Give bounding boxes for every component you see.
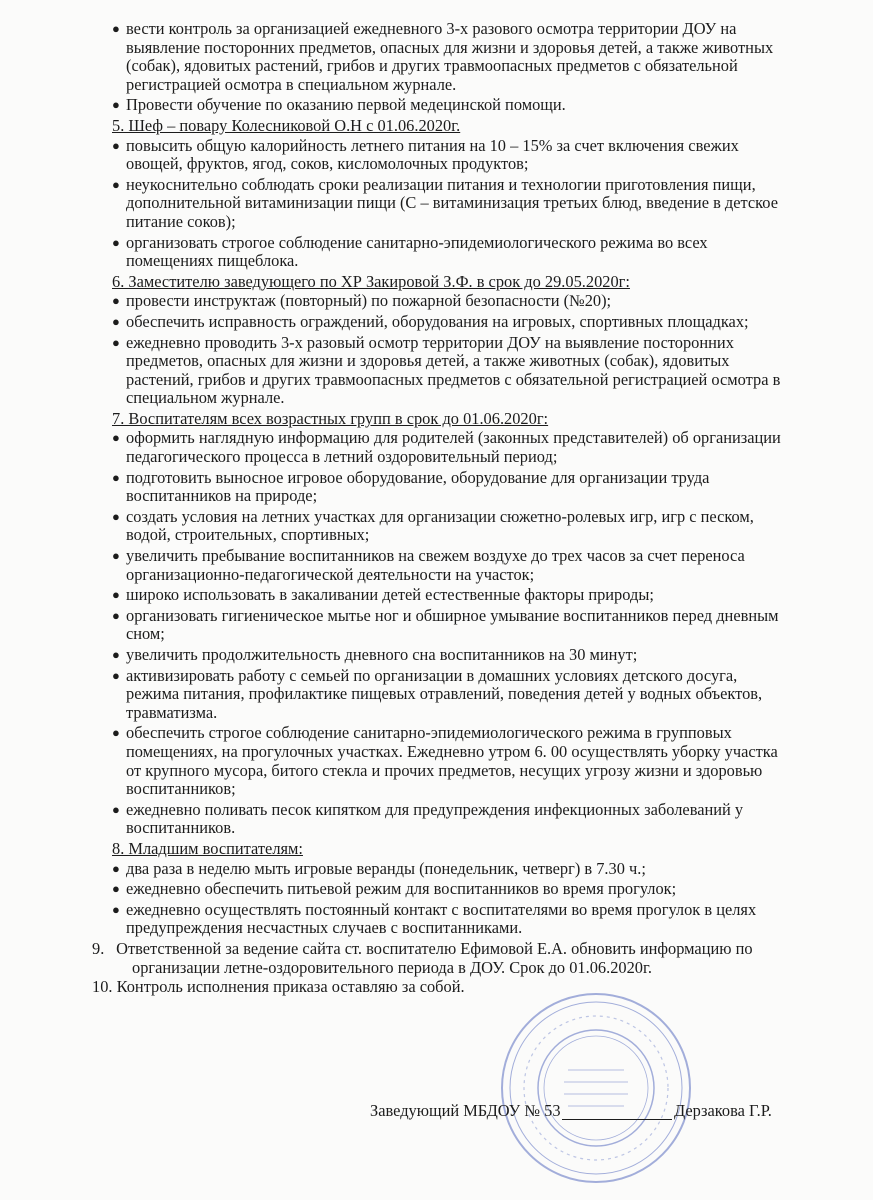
list-item-text: вести контроль за организацией ежедневного 3-х разового осмотра территории ДОУ на выявление посторонних предметов, опасных для жизни и здоровья детей, а также животных (собак), ядовитых растений, грибов и других травмоопасных предметов с обязательной регистрацией осмотра в специальном журнале. (126, 19, 774, 94)
item-10-text: Контроль исполнения приказа оставляю за собой. (116, 977, 465, 997)
bullet-icon: ● (112, 667, 120, 683)
official-stamp-icon (498, 990, 694, 1186)
list-item-text: организовать гигиеническое мытье ног и обширное умывание воспитанников перед дневным сном; (126, 605, 779, 644)
list-item (112, 96, 792, 115)
list-item-text: организовать строгое соблюдение санитарно-эпидемиологического режима во всех помещениях пищеблока. (126, 232, 708, 271)
list-item-text: ежедневно поливать песок кипятком для предупреждения инфекционных заболеваний у воспитанников. (126, 799, 744, 838)
list-item (112, 607, 792, 644)
list-item (112, 176, 792, 232)
list-item (112, 234, 792, 271)
section-6-heading: 6. Заместителю заведующего по ХР Закировой З.Ф. в срок до 29.05.2020г: (112, 271, 630, 291)
item-9-text: Ответственной за ведение сайта ст. воспитателю Ефимовой Е.А. обновить информацию по организации летне-оздоровительного периода в ДОУ. Срок до 01.06.2020г. (116, 938, 753, 977)
section-5-heading: 5. Шеф – повару Колесниковой О.Н с 01.06.2020г. (112, 115, 461, 135)
bullet-icon: ● (112, 801, 120, 817)
bullet-icon: ● (112, 508, 120, 524)
list-item (112, 586, 792, 605)
list-item (112, 667, 792, 723)
bullet-icon: ● (112, 430, 120, 446)
section-7-list (112, 429, 792, 837)
list-item-text: ежедневно осуществлять постоянный контакт с воспитателями во время прогулок в целях предупреждения несчастных случаев с воспитанниками. (126, 899, 757, 938)
bullet-icon: ● (112, 21, 120, 36)
list-item (112, 901, 792, 938)
bullet-icon: ● (112, 725, 120, 741)
bullet-icon: ● (112, 548, 120, 564)
list-item-text: активизировать работу с семьей по организации в домашних условиях детского досуга, режима питания, профилактике пищевых отравлений, поведения детей у водных объектов, травматизма. (126, 665, 763, 722)
list-item-text: увеличить пребывание воспитанников на свежем воздухе до трех часов за счет переноса организационно-педагогической деятельности на участок; (126, 546, 745, 584)
section-8-list (112, 860, 792, 938)
list-item-text: подготовить выносное игровое оборудование, оборудование для организации труда воспитанников на природе; (126, 467, 710, 506)
list-item (112, 334, 792, 408)
list-item (112, 429, 792, 466)
list-item-text: ежедневно проводить 3-х разовый осмотр территории ДОУ на выявление посторонних предметов, опасных для жизни и здоровья детей, а также животных (собак), ядовитых растений, грибов и других травмоопасных предметов с обязательной регистрацией осмотра в специальном журнале. (126, 332, 781, 408)
document-body (92, 19, 792, 998)
bullet-icon: ● (112, 860, 120, 876)
section-top-list (112, 20, 792, 115)
list-item (112, 20, 792, 94)
bullet-icon: ● (112, 901, 120, 917)
section-7-heading: 7. Воспитателям всех возрастных групп в срок до 01.06.2020г: (112, 408, 549, 428)
section-6-list (112, 292, 792, 408)
bullet-icon: ● (112, 469, 120, 485)
list-item (112, 137, 792, 174)
list-item-text: провести инструктаж (повторный) по пожарной безопасности (№20); (126, 291, 612, 311)
list-item-text: обеспечить исправность ограждений, оборудования на игровых, спортивных площадках; (126, 311, 749, 331)
section-8-heading: 8. Младшим воспитателям: (112, 838, 303, 858)
bullet-icon: ● (112, 137, 120, 153)
list-item-text: оформить наглядную информацию для родителей (законных представителей) об организации педагогического процесса в летний оздоровительный период; (126, 428, 781, 467)
list-item (112, 508, 792, 545)
list-item (112, 860, 792, 879)
list-item (112, 646, 792, 665)
list-item-text: увеличить продолжительность дневного сна воспитанников на 30 минут; (126, 645, 638, 664)
item-9: 9. Ответственной за ведение сайта ст. воспитателю Ефимовой Е.А. обновить информацию по организации летне-оздоровительного периода в ДОУ. Срок до 01.06.2020г. (92, 938, 753, 977)
list-item-text: ежедневно обеспечить питьевой режим для воспитанников во время прогулок; (126, 879, 677, 899)
signature-name: Дерзакова Г.Р. (674, 1101, 772, 1120)
section-5-list (112, 137, 792, 271)
bullet-icon: ● (112, 647, 120, 662)
bullet-icon: ● (112, 607, 120, 623)
signature-line (562, 1119, 672, 1120)
list-item-text: обеспечить строгое соблюдение санитарно-эпидемиологического режима в групповых помещениях, на прогулочных участках. Ежедневно утром 6. 00 осуществлять уборку участка от крупного мусора, битого стекла и прочих предметов, несущих угрозу жизни и здоровью воспитанников; (126, 723, 778, 799)
list-item (112, 313, 792, 332)
bullet-icon: ● (112, 293, 120, 309)
list-item (112, 801, 792, 838)
signature-position: Заведующий МБДОУ № 53 (370, 1101, 561, 1120)
list-item-text: Провести обучение по оказанию первой медецинской помощи. (126, 95, 566, 115)
list-item (112, 724, 792, 798)
bullet-icon: ● (112, 313, 120, 329)
list-item-text: повысить общую калорийность летнего питания на 10 – 15% за счет включения свежих овощей, фруктов, ягод, соков, кисломолочных продуктов; (126, 135, 739, 174)
bullet-icon: ● (112, 881, 120, 897)
list-item (112, 547, 792, 584)
bullet-icon: ● (112, 334, 120, 350)
list-item-text: неукоснительно соблюдать сроки реализации питания и технологии приготовления пищи, дополнительной витаминизации пищи (С – витаминизация третьих блюд, введение в детское питание соков); (126, 174, 778, 231)
list-item (112, 292, 792, 311)
list-item-text: два раза в неделю мыть игровые веранды (понедельник, четверг) в 7.30 ч.; (126, 858, 646, 878)
list-item (112, 880, 792, 899)
bullet-icon: ● (112, 97, 120, 113)
item-10-number: 10. (92, 977, 113, 997)
bullet-icon: ● (112, 234, 120, 250)
bullet-icon: ● (112, 176, 120, 192)
list-item-text: создать условия на летних участках для организации сюжетно-ролевых игр, игр с песком, водой, строительных, спортивных; (126, 506, 754, 545)
list-item (112, 469, 792, 506)
list-item-text: широко использовать в закаливании детей естественные факторы природы; (126, 585, 654, 605)
bullet-icon: ● (112, 587, 120, 603)
